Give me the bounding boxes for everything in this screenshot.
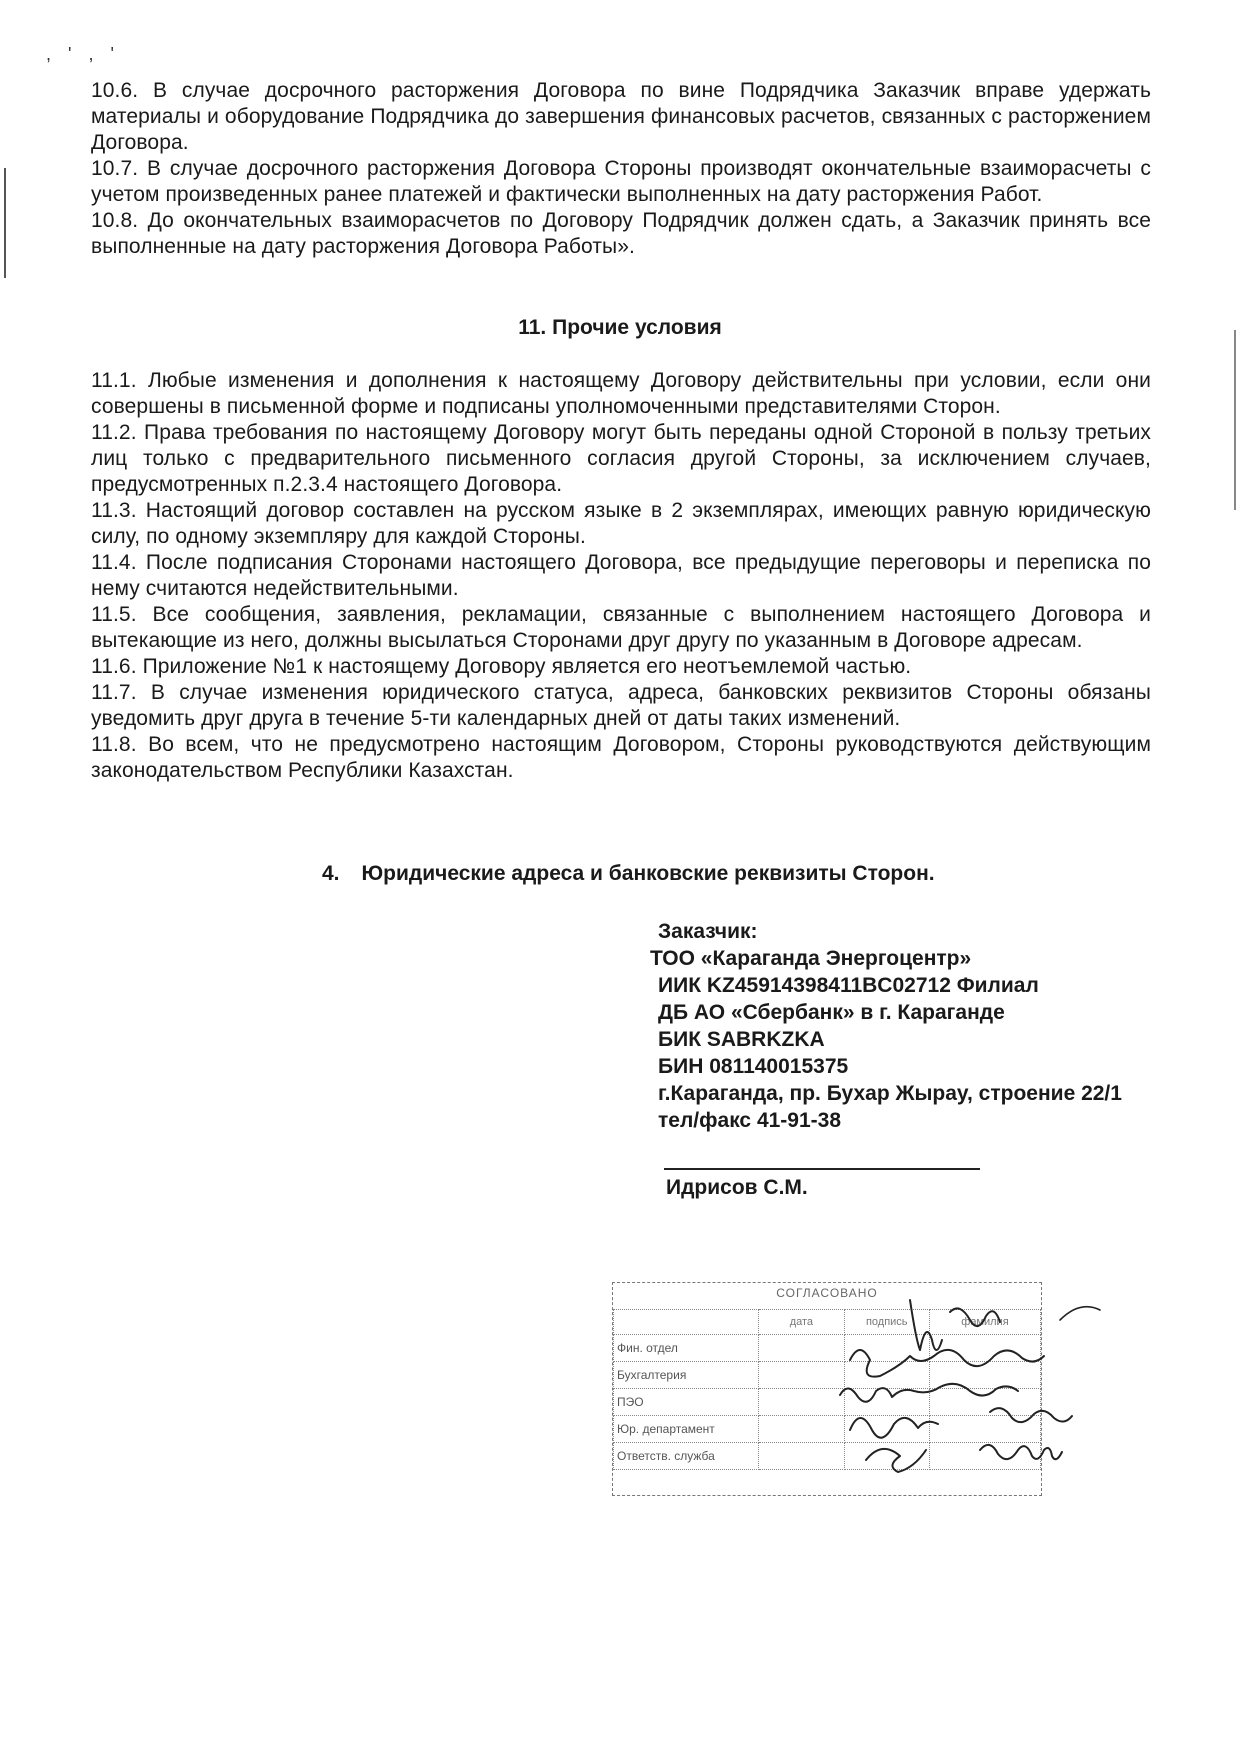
corner-marks: , ' , ' [46, 44, 120, 64]
customer-company: ТОО «Караганда Энергоцентр» [650, 947, 972, 970]
stamp-col-dept [614, 1310, 759, 1335]
customer-phone: тел/факс 41-91-38 [658, 1109, 842, 1132]
stamp-row-label: ПЭО [614, 1389, 759, 1416]
stamp-title: СОГЛАСОВАНО [776, 1286, 878, 1300]
clause-11-3: 11.3. Настоящий договор составлен на русском языке в 2 экземплярах, имеющих равную юридическую силу, по одному экземпляру для каждой Стороны. [91, 499, 1151, 548]
section-4-text: Юридические адреса и банковские реквизиты Сторон. [361, 862, 935, 885]
customer-bik: БИК SABRKZKA [658, 1028, 825, 1051]
clause-11-5: 11.5. Все сообщения, заявления, рекламации, связанные с выполнением настоящего Договора и вытекающие из него, должны высылаться Сторонами друг другу по указанным в Договоре адресам. [91, 603, 1151, 652]
stamp-col-signature: подпись [844, 1310, 929, 1335]
clause-11-6: 11.6. Приложение №1 к настоящему Договору является его неотъемлемой частью. [91, 655, 912, 678]
stamp-row-label: Фин. отдел [614, 1335, 759, 1362]
left-margin-mark [4, 168, 6, 278]
clause-10-7: 10.7. В случае досрочного расторжения Договора Стороны производят окончательные взаиморасчеты с учетом произведенных ранее платежей и фактически выполненных на дату расторжения Работ. [91, 157, 1151, 206]
clause-11-7: 11.7. В случае изменения юридического статуса, адреса, банковских реквизитов Стороны обязаны уведомить друг друга в течение 5-ти календарных дней от даты таких изменений. [91, 681, 1151, 730]
clause-11-2: 11.2. Права требования по настоящему Договору могут быть переданы одной Стороной в пользу третьих лиц только с предварительного письменного согласия другой Стороны, за исключением случаев, предусмотренных п.2.3.4 настоящего Договора. [91, 421, 1151, 496]
stamp-col-date: дата [759, 1310, 844, 1335]
stamp-col-surname: фамилия [929, 1310, 1040, 1335]
customer-address: г.Караганда, пр. Бухар Жырау, строение 22/1 [658, 1082, 1122, 1105]
right-margin-mark [1234, 330, 1236, 510]
handwritten-signatures [800, 1290, 1120, 1490]
signature-resp [866, 1445, 1062, 1472]
section-4-number: 4. [322, 862, 340, 885]
stamp-row-label: Ответств. служба [614, 1443, 759, 1470]
signature-legal [850, 1408, 1072, 1438]
section-4-title [322, 862, 935, 886]
customer-details [650, 918, 1122, 1134]
customer-iik: ИИК KZ45914398411BC02712 Филиал [658, 974, 1039, 997]
signature-buh [850, 1350, 1044, 1377]
signature-line [664, 1168, 980, 1170]
clause-11-8: 11.8. Во всем, что не предусмотрено настоящим Договором, Стороны руководствуются действующим законодательством Республики Казахстан. [91, 733, 1151, 782]
stamp-row-label: Юр. департамент [614, 1416, 759, 1443]
clause-10-8: 10.8. До окончательных взаиморасчетов по Договору Подрядчик должен сдать, а Заказчик принять все выполненные на дату расторжения Договора Работы». [91, 209, 1151, 258]
signature-peo [840, 1384, 1018, 1402]
clause-11-1: 11.1. Любые изменения и дополнения к настоящему Договору действительны при условии, если они совершены в письменной форме и подписаны уполномоченными представителями Сторон. [91, 369, 1151, 418]
clause-10-6: 10.6. В случае досрочного расторжения Договора по вине Подрядчика Заказчик вправе удержать материалы и оборудование Подрядчика до завершения финансовых расчетов, связанных с расторжением Договора. [91, 79, 1151, 154]
customer-bank: ДБ АО «Сбербанк» в г. Караганде [658, 1001, 1005, 1024]
clause-11-4: 11.4. После подписания Сторонами настоящего Договора, все предыдущие переговоры и переписка по нему считаются недействительными. [91, 551, 1151, 600]
stamp-row-label: Бухгалтерия [614, 1362, 759, 1389]
customer-bin: БИН 081140015375 [658, 1055, 849, 1078]
section-11 [91, 368, 1151, 784]
customer-label: Заказчик: [658, 920, 758, 943]
signatory-name: Идрисов С.М. [666, 1176, 808, 1199]
section-11-title: 11. Прочие условия [518, 316, 722, 339]
signature-fin [910, 1300, 1000, 1350]
section-10 [91, 78, 1151, 260]
